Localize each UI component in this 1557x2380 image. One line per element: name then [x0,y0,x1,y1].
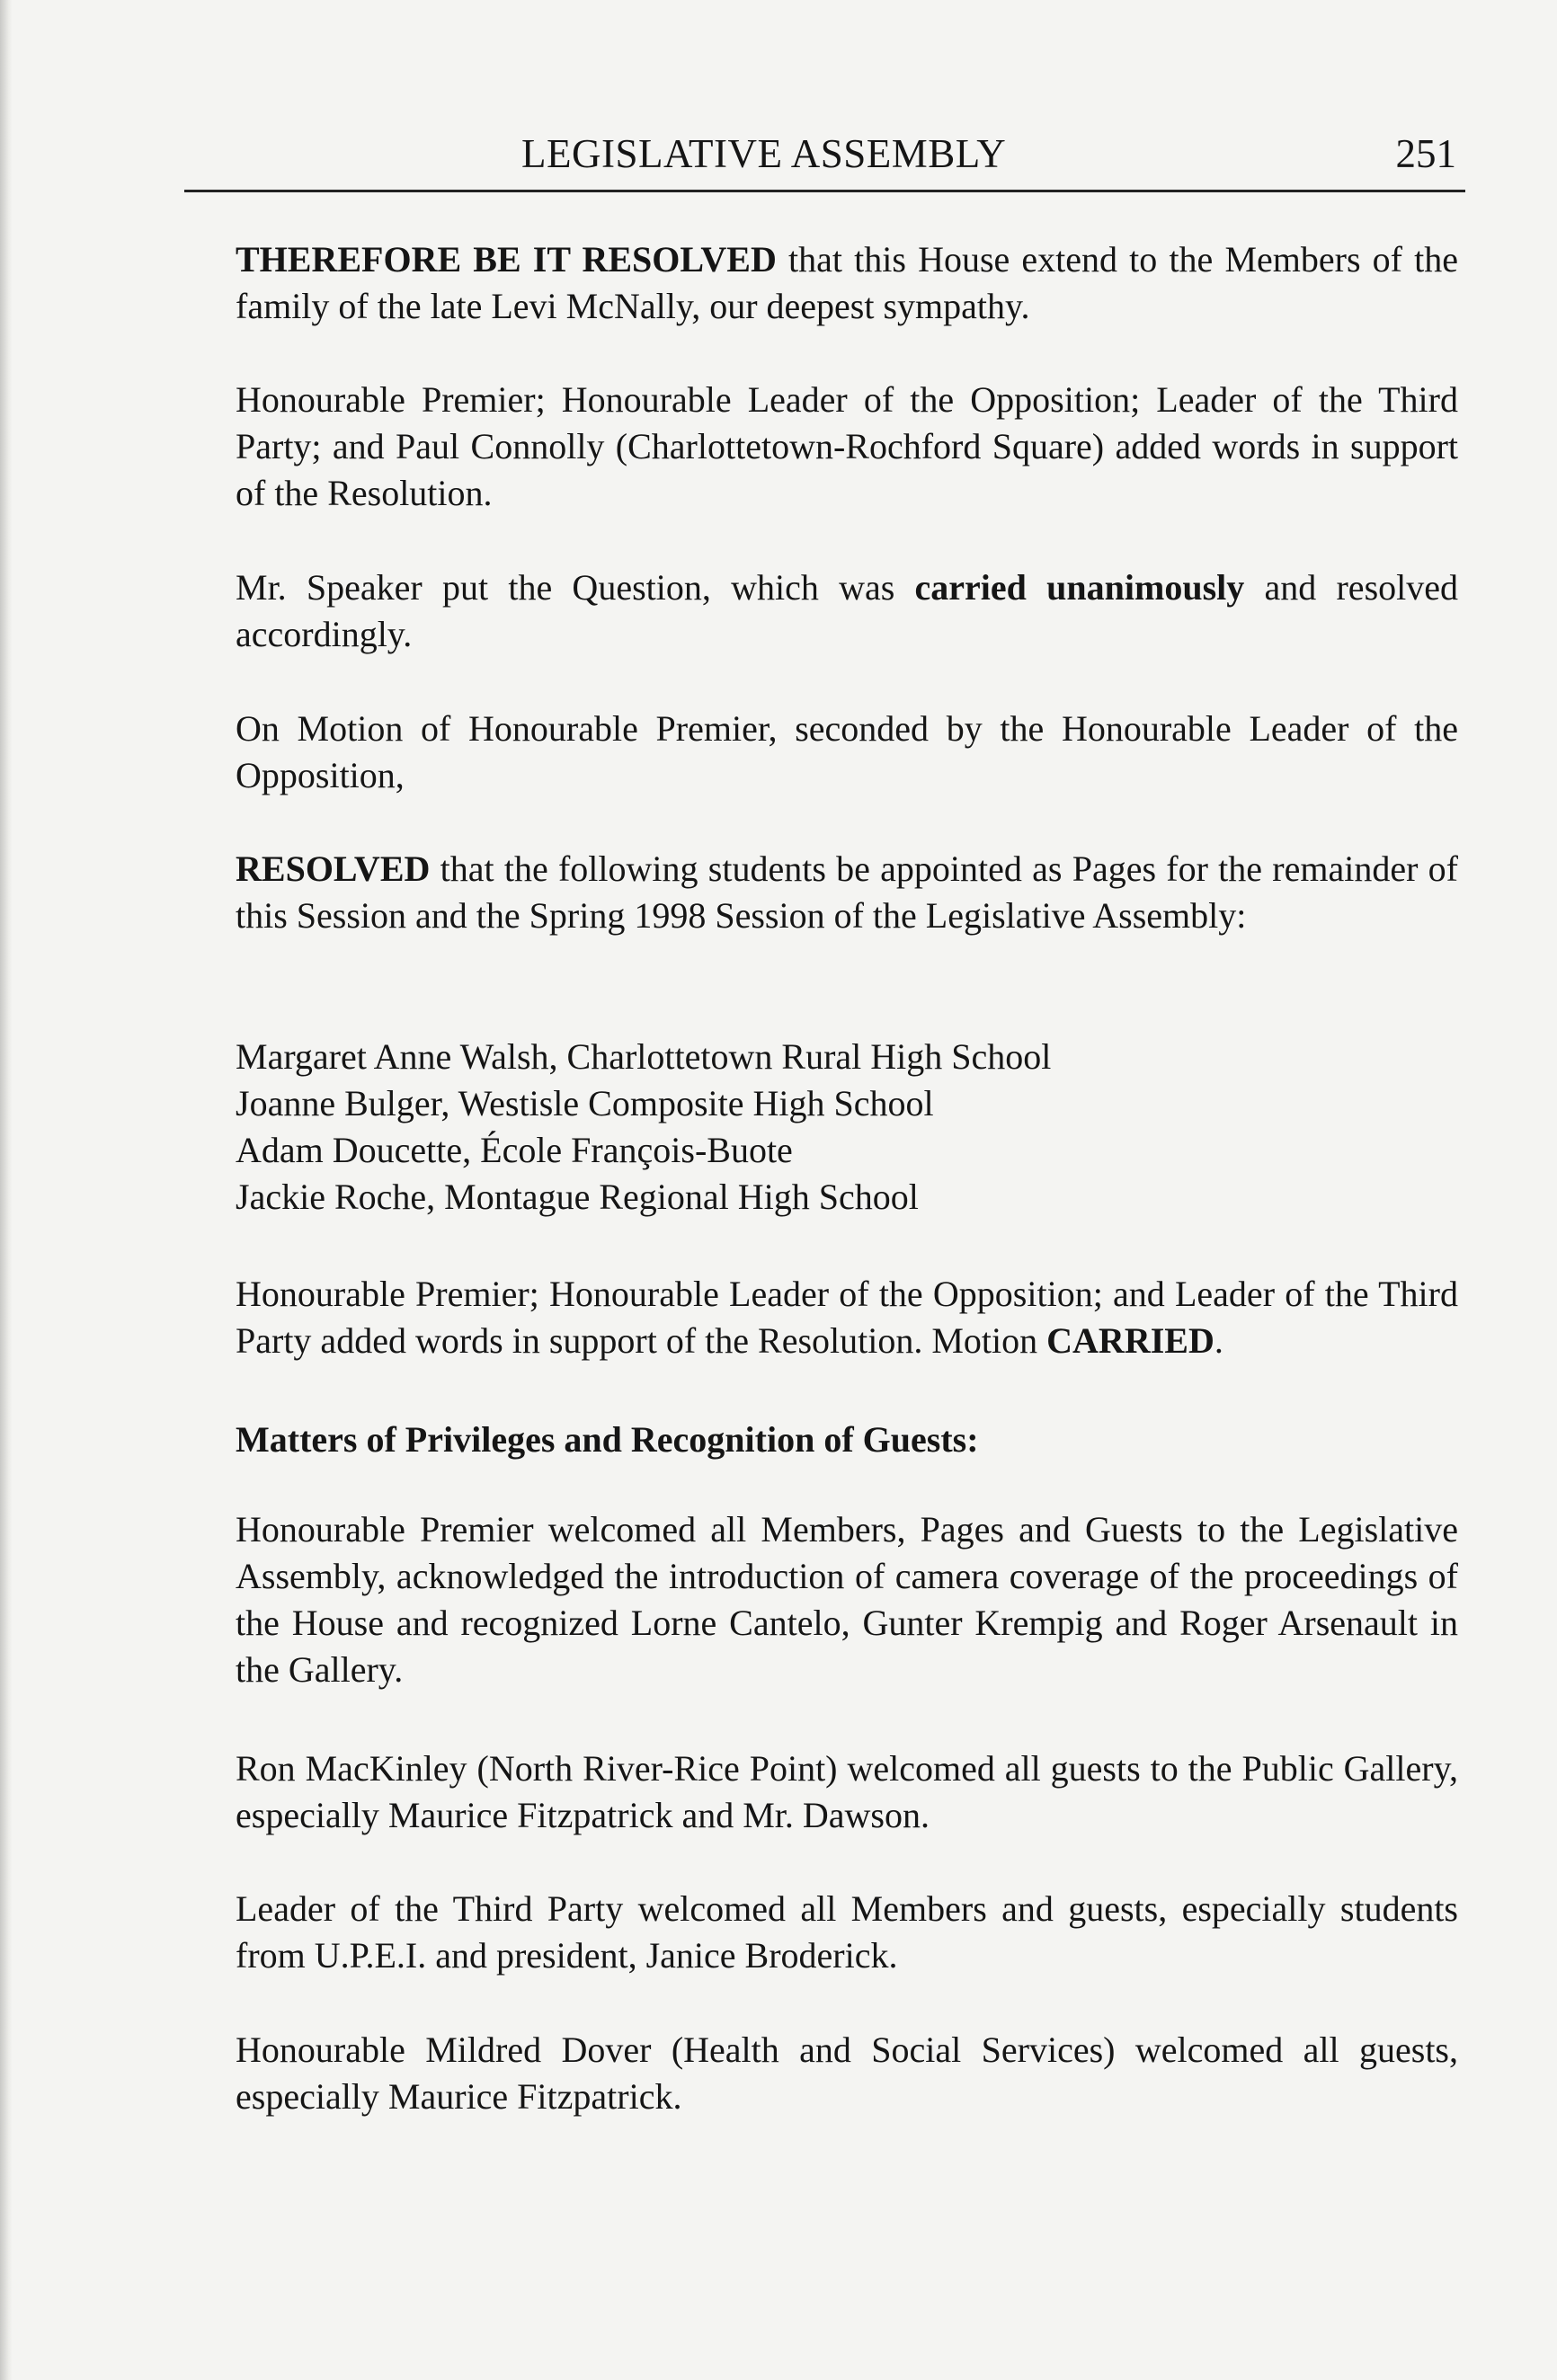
running-title: LEGISLATIVE ASSEMBLY [521,131,1007,176]
support-text: Honourable Premier; Honourable Leader of the Opposition; Leader of the Third Party; and Paul Connolly (Charlottetown-Rochford Square) added words in support of the Resolution. [236,379,1458,513]
premier-welcome-text: Honourable Premier welcomed all Members, Pages and Guests to the Legislative Assembly, acknowledged the introduction of camera coverage of the proceedings of the House and recognized Lorne Cantelo, Gunter Krempig and Roger Arsenault in the Gallery. [236,1509,1458,1690]
motion-paragraph [236,706,1458,799]
resolution-paragraph [236,236,1458,330]
resolution-lead: THEREFORE BE IT RESOLVED [236,239,777,280]
pages-list [236,1034,1458,1221]
question-paragraph [236,564,1458,658]
list-item: Jackie Roche, Montague Regional High School [236,1177,919,1217]
question-text-before: Mr. Speaker put the Question, which was [236,567,915,608]
list-item: Adam Doucette, École François-Buote [236,1130,793,1170]
question-text-after: and resolved accordingly. [236,567,1458,654]
page-number: 251 [1395,131,1456,176]
pages-resolution-lead: RESOLVED [236,848,431,889]
pages-resolution-text: that the following students be appointed as Pages for the remainder of this Session and the Spring 1998 Session of the Legislative Assembly: [236,848,1458,936]
motion-text: On Motion of Honourable Premier, seconded by the Honourable Leader of the Opposition, [236,708,1458,795]
support-paragraph [236,377,1458,517]
mackinley-welcome-text: Ron MacKinley (North River-Rice Point) welcomed all guests to the Public Gallery, especially Maurice Fitzpatrick and Mr. Dawson. [236,1748,1458,1835]
question-text-bold: carried unanimously [914,567,1245,608]
carried-paragraph [236,1271,1458,1364]
pages-resolution-paragraph [236,846,1458,939]
dover-welcome-text: Honourable Mildred Dover (Health and Social Services) welcomed all guests, especially Maurice Fitzpatrick. [236,2029,1458,2117]
list-item: Joanne Bulger, Westisle Composite High School [236,1083,934,1123]
page-edge-shadow [0,0,13,2380]
carried-text: Honourable Premier; Honourable Leader of the Opposition; and Leader of the Third Party added words in support of the Resolution. Motion [236,1274,1458,1361]
carried-after: . [1214,1320,1223,1361]
dover-welcome-paragraph [236,2027,1458,2120]
section-heading: Matters of Privileges and Recognition of Guests: [236,1419,979,1460]
third-party-welcome-paragraph [236,1886,1458,1979]
list-item: Margaret Anne Walsh, Charlottetown Rural High School [236,1036,1052,1077]
header-rule [184,190,1465,192]
premier-welcome-paragraph [236,1506,1458,1693]
carried-bold: CARRIED [1046,1320,1214,1361]
third-party-welcome-text: Leader of the Third Party welcomed all Members and guests, especially students from U.P.E.I. and president, Janice Broderick. [236,1888,1458,1976]
resolution-text: that this House extend to the Members of the family of the late Levi McNally, our deepest sympathy. [236,239,1459,326]
mackinley-welcome-paragraph [236,1745,1458,1839]
page-header [184,130,1465,184]
